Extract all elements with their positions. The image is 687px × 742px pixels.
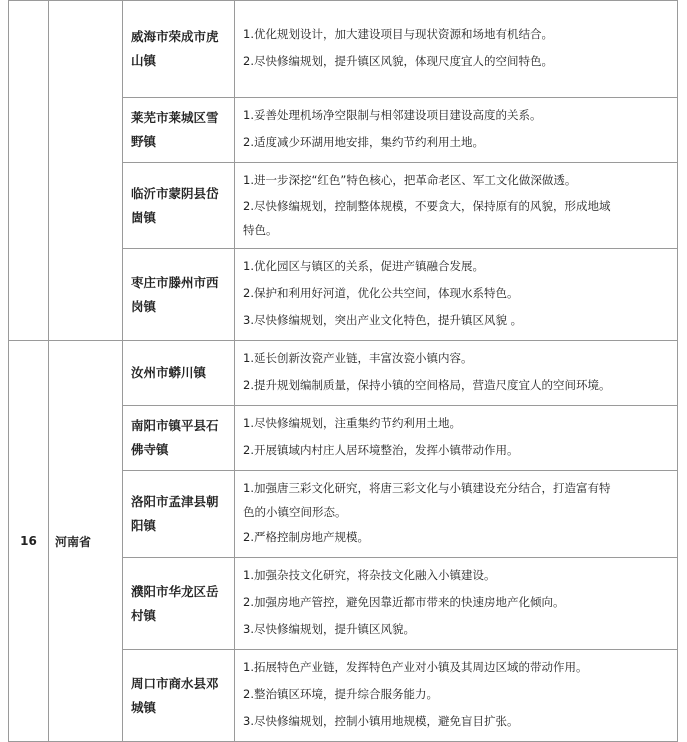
town-name: 洛阳市孟津县朝阳镇 xyxy=(123,471,235,558)
recommendation-item: 1.尽快修编规划，注重集约节约利用土地。 xyxy=(243,416,461,430)
recommendation-item: 2.提升规划编制质量，保持小镇的空间格局，营造尺度宜人的空间环境。 xyxy=(243,378,611,392)
recommendation-item-continued: 特色。 xyxy=(243,223,278,237)
recommendation-cell xyxy=(235,249,678,341)
recommendation-item: 3.尽快修编规划，突出产业文化特色，提升镇区风貌 。 xyxy=(243,313,523,327)
recommendation-cell xyxy=(235,471,678,558)
town-name: 莱芜市莱城区雪野镇 xyxy=(123,98,235,163)
recommendation-item: 2.加强房地产管控，避免因靠近都市带来的快速房地产化倾向。 xyxy=(243,595,565,609)
recommendation-item: 1.拓展特色产业链，发挥特色产业对小镇及其周边区域的带动作用。 xyxy=(243,660,588,674)
recommendation-item: 2.开展镇域内村庄人居环境整治，发挥小镇带动作用。 xyxy=(243,443,519,457)
recommendation-item: 2.适度减少环湖用地安排，集约节约利用土地。 xyxy=(243,135,484,149)
recommendation-cell xyxy=(235,1,678,98)
recommendation-cell xyxy=(235,341,678,406)
recommendation-item: 2.尽快修编规划，控制整体规模，不要贪大，保持原有的风貌，形成地域 xyxy=(243,199,611,213)
recommendation-item: 1.加强唐三彩文化研究，将唐三彩文化与小镇建设充分结合，打造富有特 xyxy=(243,480,611,495)
recommendation-item: 2.尽快修编规划，提升镇区风貌，体现尺度宜人的空间特色。 xyxy=(243,54,553,68)
recommendation-cell xyxy=(235,406,678,471)
recommendation-item: 3.尽快修编规划，提升镇区风貌。 xyxy=(243,622,415,636)
table-row xyxy=(9,1,678,98)
row-number-cell-empty xyxy=(9,1,49,341)
recommendation-item: 1.妥善处理机场净空限制与相邻建设项目建设高度的关系。 xyxy=(243,108,542,122)
recommendation-cell xyxy=(235,558,678,650)
province-name: 河南省 xyxy=(49,341,123,742)
town-name: 濮阳市华龙区岳村镇 xyxy=(123,558,235,650)
town-name: 周口市商水县邓城镇 xyxy=(123,650,235,742)
province-cell-empty xyxy=(49,1,123,341)
recommendation-cell xyxy=(235,98,678,163)
recommendation-item: 3.尽快修编规划，控制小镇用地规模，避免盲目扩张。 xyxy=(243,714,519,728)
recommendation-item: 1.进一步深挖“红色”特色核心，把革命老区、军工文化做深做透。 xyxy=(243,173,577,187)
recommendation-item: 2.整治镇区环境，提升综合服务能力。 xyxy=(243,687,438,701)
recommendation-table xyxy=(8,0,678,742)
recommendation-item: 1.优化规划设计，加大建设项目与现状资源和场地有机结合。 xyxy=(243,27,553,41)
row-number: 16 xyxy=(9,341,49,742)
table-row xyxy=(9,341,678,406)
recommendation-item: 2.保护和利用好河道，优化公共空间，体现水系特色。 xyxy=(243,286,519,300)
recommendation-item: 1.延长创新汝瓷产业链，丰富汝瓷小镇内容。 xyxy=(243,351,473,365)
town-name: 临沂市蒙阴县岱崮镇 xyxy=(123,163,235,249)
recommendation-item: 1.优化园区与镇区的关系，促进产镇融合发展。 xyxy=(243,259,484,273)
town-name: 汝州市蟒川镇 xyxy=(123,341,235,406)
recommendation-cell xyxy=(235,650,678,742)
recommendation-cell xyxy=(235,163,678,249)
town-name: 南阳市镇平县石佛寺镇 xyxy=(123,406,235,471)
recommendation-item-continued: 色的小镇空间形态。 xyxy=(243,504,347,519)
town-name: 威海市荣成市虎山镇 xyxy=(123,1,235,98)
town-name: 枣庄市滕州市西岗镇 xyxy=(123,249,235,341)
recommendation-item: 2.严格控制房地产规模。 xyxy=(243,529,369,544)
recommendation-item: 1.加强杂技文化研究，将杂技文化融入小镇建设。 xyxy=(243,568,496,582)
